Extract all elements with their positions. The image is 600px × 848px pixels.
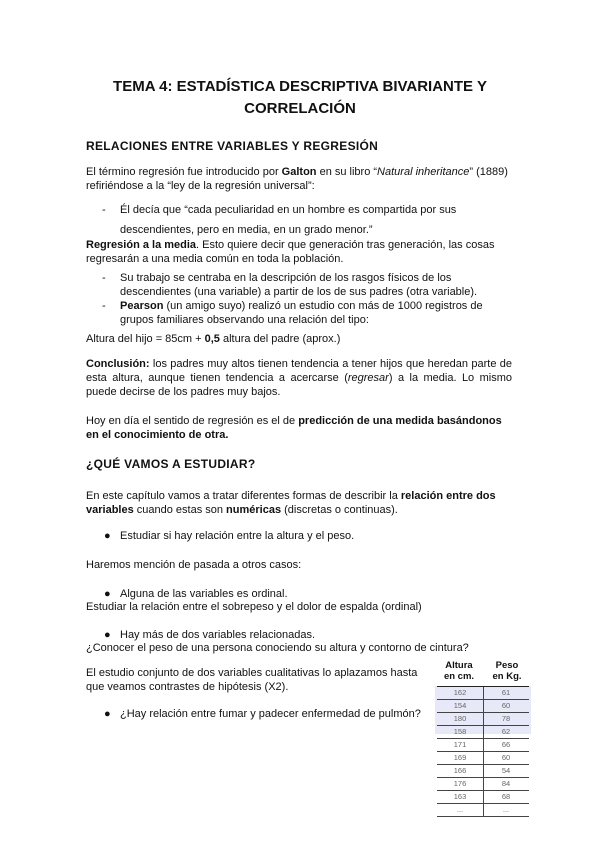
dash-item-peculiaridad: - Él decía que “cada peculiaridad en un hombre es compartida por sus descendientes, pero en media, en un grado menor.”: [104, 200, 512, 240]
table-cell-altura: 176: [453, 779, 467, 788]
altura-peso-table: [437, 658, 529, 814]
table-row: [437, 700, 529, 713]
table-cell-altura: ...: [456, 805, 464, 814]
paragraph-capitulo: En este capítulo vamos a tratar diferentes formas de describir la relación entre dos variables cuando estas son numéricas (discretas o continuas).: [86, 490, 496, 516]
table-row: [437, 778, 529, 791]
dash-marker: -: [102, 300, 106, 312]
formula-altura-hijo: Altura del hijo = 85cm + 0,5 altura del padre (aprox.): [86, 333, 341, 345]
bullet-item-fumar: ● ¿Hay relación entre fumar y padecer enfermedad de pulmón?: [104, 708, 421, 720]
table-cell-peso: 68: [501, 792, 511, 801]
paragraph-estudio-conjunto: El estudio conjunto de dos variables cualitativas lo aplazamos hasta que veamos contrastes de hipótesis (X2).: [86, 667, 418, 693]
table-cell-peso: ...: [502, 805, 510, 814]
table-cell-peso: 60: [501, 753, 511, 762]
table-row: [437, 713, 529, 726]
paragraph-galton: El término regresión fue introducido por Galton en su libro “Natural inheritance” (1889) refiriéndose a la “ley de la regresión universal”:: [86, 166, 508, 192]
paragraph-haremos: Haremos mención de pasada a otros casos:: [86, 559, 302, 571]
paragraph-regresion-media: Regresión a la media. Esto quiere decir que generación tras generación, las cosas regresarán a una media común en toda la población.: [86, 239, 495, 265]
table-cell-altura: 169: [453, 753, 467, 762]
page-title: [100, 76, 500, 120]
table-cell-peso: 78: [501, 714, 511, 723]
dash-item-trabajo: - Su trabajo se centraba en la descripción de los rasgos físicos de los descendientes (una variable) a partir de los de sus padres (otra variable).: [102, 272, 478, 298]
bullet-item-mas-variables: ● Hay más de dos variables relacionadas.: [104, 629, 316, 641]
bullet-marker: ●: [104, 629, 111, 641]
section-heading-relaciones: RELACIONES ENTRE VARIABLES Y REGRESIÓN: [86, 139, 379, 153]
table-cell-peso: 60: [501, 701, 511, 710]
table-cell-peso: 61: [501, 688, 511, 697]
table-cell-altura: 154: [453, 701, 467, 710]
bullet-item-altura-peso: ● Estudiar si hay relación entre la altura y el peso.: [104, 530, 355, 542]
table-cell-peso: 66: [501, 740, 511, 749]
table-cell-altura: 163: [453, 792, 467, 801]
table-cell-altura: 171: [453, 740, 467, 749]
title-line-1: TEMA 4: ESTADÍSTICA DESCRIPTIVA BIVARIANTE Y: [113, 78, 487, 95]
table-cell-altura: 162: [453, 688, 467, 697]
dash-marker: -: [102, 272, 106, 284]
section-heading-que-vamos: ¿QUÉ VAMOS A ESTUDIAR?: [86, 457, 256, 471]
table-row: [437, 752, 529, 765]
table-cell-altura: 158: [453, 727, 467, 736]
table-row: [437, 765, 529, 778]
dash-marker: -: [102, 204, 106, 216]
paragraph-hoy-en-dia: Hoy en día el sentido de regresión es el de predicción de una medida basándonos en el conocimiento de otra.: [86, 415, 502, 441]
table-cell-peso: 54: [501, 766, 511, 775]
table-row: [437, 739, 529, 752]
bullet-marker: ●: [104, 588, 111, 600]
table-row: [437, 791, 529, 804]
title-line-2: CORRELACIÓN: [244, 100, 356, 117]
dash-item-pearson: - Pearson (un amigo suyo) realizó un estudio con más de 1000 registros de grupos familiares observando una relación del tipo:: [102, 300, 483, 326]
paragraph-conocer-peso: ¿Conocer el peso de una persona conociendo su altura y contorno de cintura?: [86, 642, 469, 654]
table-header-altura: Altura en cm.: [443, 660, 475, 682]
bullet-marker: ●: [104, 708, 111, 720]
table-row: [437, 687, 529, 700]
table-header: [437, 658, 529, 686]
table-cell-peso: 84: [501, 779, 511, 788]
bullet-marker: ●: [104, 530, 111, 542]
table-header-peso: Peso en Kg.: [492, 660, 522, 682]
table-cell-altura: 166: [453, 766, 467, 775]
table-body: [437, 686, 529, 817]
bullet-item-ordinal: ● Alguna de las variables es ordinal.: [104, 588, 288, 600]
table-row: [437, 726, 529, 739]
table-cell-peso: 62: [501, 727, 511, 736]
table-row: [437, 804, 529, 817]
table-cell-altura: 180: [453, 714, 467, 723]
paragraph-conclusion: Conclusión: los padres muy altos tienen tendencia a tener hijos que heredan parte de esta altura, aunque tienen tendencia a acercarse (regresar) a la media. Lo mismo puede decirse de los padres muy bajos.: [86, 358, 513, 398]
paragraph-sobrepeso: Estudiar la relación entre el sobrepeso y el dolor de espalda (ordinal): [86, 601, 422, 613]
